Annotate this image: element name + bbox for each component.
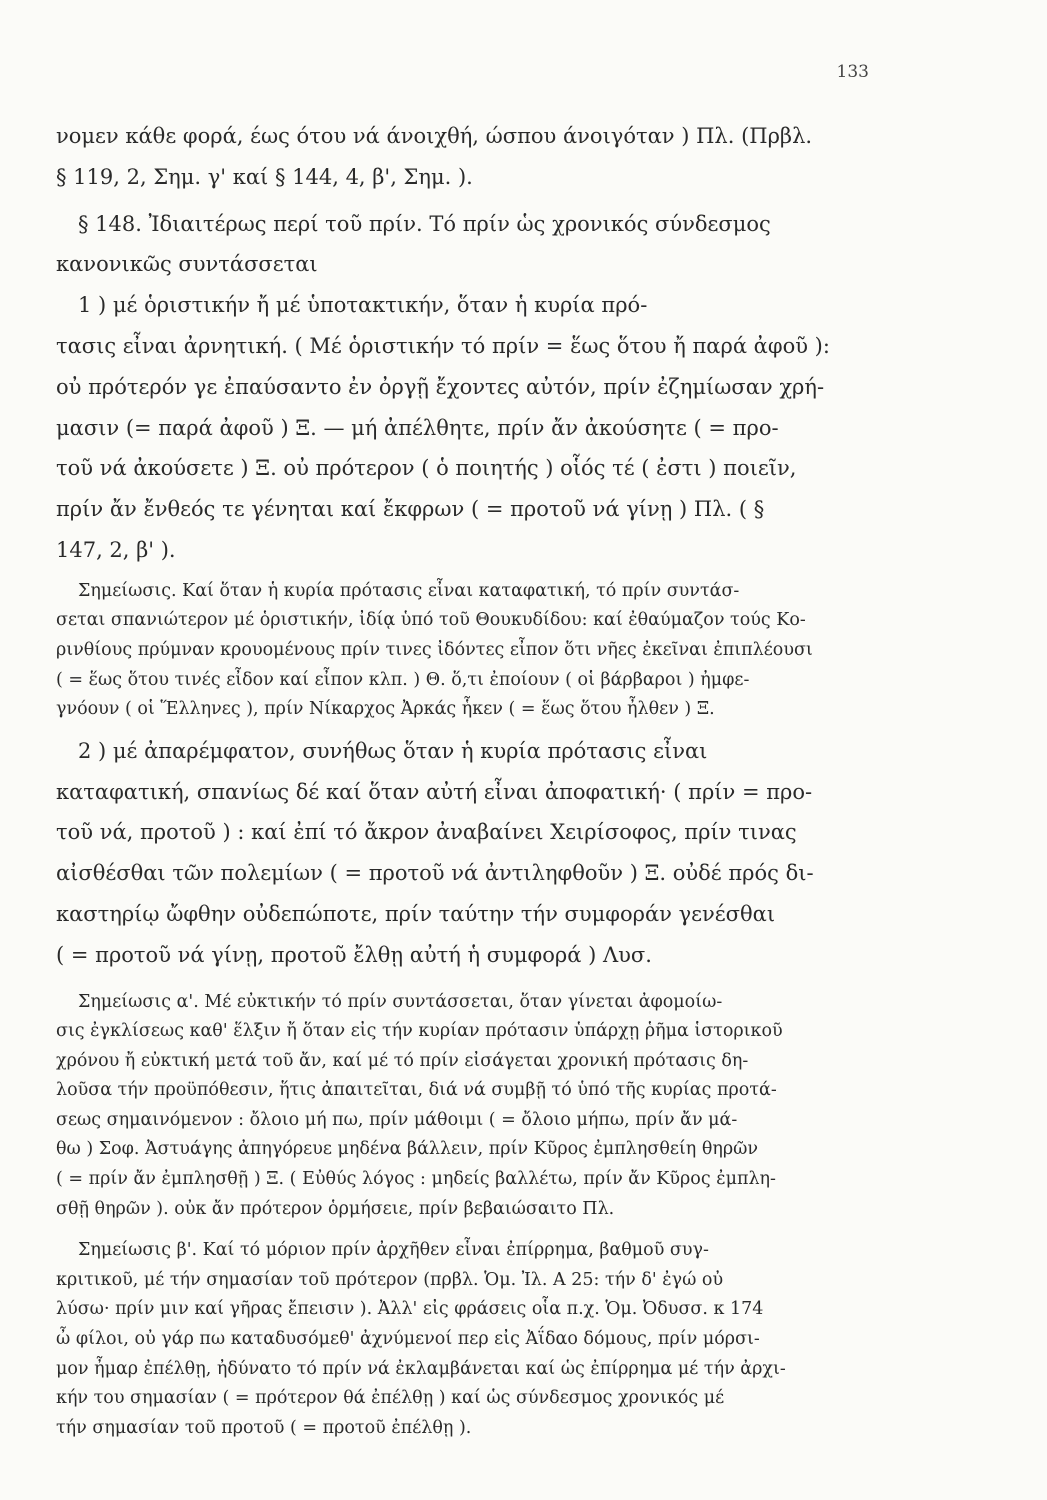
note-line: Σημείωσις α'. Μέ εὐκτικήν τό πρίν συντάσσεται, ὅταν γίνεται ἀφομοίω- — [78, 991, 723, 1012]
intro-block — [56, 116, 977, 198]
text-line: πρίν ἄν ἔνθεός τε γένηται καί ἔκφρων ( = προτοῦ νά γίνῃ ) Πλ. ( § — [56, 497, 765, 522]
note-line: τήν σημασίαν τοῦ προτοῦ ( = προτοῦ ἐπέλθῃ ). — [56, 1417, 472, 1438]
note-line: κριτικοῦ, μέ τήν σημασίαν τοῦ πρότερον (πρβλ. Ὁμ. Ἰλ. Α 25: τήν δ' ἐγώ οὐ — [56, 1269, 724, 1290]
section-148 — [56, 204, 977, 571]
text-line: τοῦ νά ἀκούσετε ) Ξ. οὐ πρότερον ( ὁ ποιητής ) οἷός τέ ( ἐστι ) ποιεῖν, — [56, 456, 797, 481]
note-line: σεως σημαινόμενον : ὄλοιο μή πω, πρίν μάθοιμι ( = ὄλοιο μήπω, πρίν ἄν μά- — [56, 1109, 738, 1130]
note-line: λοῦσα τήν προϋπόθεσιν, ἥτις ἀπαιτεῖται, διά νά συμβῇ τό ὑπό τῆς κυρίας προτά- — [56, 1080, 777, 1101]
note-line: θω ) Σοφ. Ἀστυάγης ἀπηγόρευε μηδένα βάλλειν, πρίν Κῦρος ἐμπλησθείη θηρῶν — [56, 1139, 759, 1160]
text-line: 147, 2, β' ). — [56, 537, 176, 562]
text-line: καστηρίῳ ὤφθην οὐδεπώποτε, πρίν ταύτην τήν συμφοράν γενέσθαι — [56, 901, 776, 926]
text-line: αἰσθέσθαι τῶν πολεμίων ( = προτοῦ νά ἀντιληφθοῦν ) Ξ. οὐδέ πρός δι- — [56, 861, 814, 886]
note-2 — [56, 988, 977, 1225]
text-line: 1 ) μέ ὁριστικήν ἤ μέ ὑποτακτικήν, ὅταν ἡ κυρία πρό- — [78, 293, 648, 318]
note-line: σεται σπανιώτερον μέ ὁριστικήν, ἰδίᾳ ὑπό τοῦ Θουκυδίδου: καί ἐθαύμαζον τούς Κο- — [56, 610, 806, 631]
text-line: τοῦ νά, προτοῦ ) : καί ἐπί τό ἄκρον ἀναβαίνει Χειρίσοφος, πρίν τινας — [56, 820, 797, 845]
text-line: 2 ) μέ ἀπαρέμφατον, συνήθως ὅταν ἡ κυρία πρότασις εἶναι — [78, 738, 708, 763]
note-1 — [56, 577, 977, 725]
note-line: σθῇ θηρῶν ). οὐκ ἄν πρότερον ὁρμήσειε, πρίν βεβαιώσαιτο Πλ. — [56, 1198, 615, 1219]
text-line: οὐ πρότερόν γε ἐπαύσαντο ἐν ὀργῇ ἔχοντες αὐτόν, πρίν ἐζημίωσαν χρή- — [56, 374, 825, 399]
note-line: λύσω· πρίν μιν καί γῆρας ἔπεισιν ). Ἀλλ' εἰς φράσεις οἷα π.χ. Ὁμ. Ὀδυσσ. κ 174 — [56, 1299, 764, 1320]
section-heading: § 148. Ἰδιαιτέρως περί τοῦ πρίν. Τό πρίν ὡς χρονικός σύνδεσμος — [78, 211, 771, 236]
text-line: καταφατική, σπανίως δέ καί ὅταν αὐτή εἶναι ἀποφατική· ( πρίν = προ- — [56, 779, 813, 804]
note-line: ὦ φίλοι, οὐ γάρ πω καταδυσόμεθ' ἀχνύμενοί περ εἰς Ἀΐδαο δόμους, πρίν μόρσι- — [56, 1329, 760, 1350]
text-line: ( = προτοῦ νά γίνῃ, προτοῦ ἔλθῃ αὐτή ἡ συμφορά ) Λυσ. — [56, 942, 652, 967]
note-line: γνόουν ( οἱ Ἕλληνες ), πρίν Νίκαρχος Ἀρκάς ἧκεν ( = ἕως ὅτου ἦλθεν ) Ξ. — [56, 699, 715, 720]
section-2 — [56, 731, 977, 976]
note-line: χρόνου ἤ εὐκτική μετά τοῦ ἄν, καί μέ τό πρίν εἰσάγεται χρονική πρότασις δη- — [56, 1050, 749, 1071]
page-number: 133 — [836, 62, 869, 82]
text-line: κανονικῶς συντάσσεται — [56, 252, 318, 277]
text-line: μασιν (= παρά ἀφοῦ ) Ξ. — μή ἀπέλθητε, πρίν ἄν ἀκούσητε ( = προ- — [56, 415, 779, 440]
note-line: Σημείωσις. Καί ὅταν ἡ κυρία πρότασις εἶναι καταφατική, τό πρίν συντάσ- — [78, 580, 740, 601]
note-line: μον ἦμαρ ἐπέλθῃ, ἠδύνατο τό πρίν νά ἐκλαμβάνεται καί ὡς ἐπίρρημα μέ τήν ἀρχι- — [56, 1358, 786, 1379]
note-line: κήν του σημασίαν ( = πρότερον θά ἐπέλθῃ ) καί ὡς σύνδεσμος χρονικός μέ — [56, 1388, 725, 1409]
text-line: τασις εἶναι ἀρνητική. ( Μέ ὁριστικήν τό πρίν = ἕως ὅτου ἤ παρά ἀφοῦ ): — [56, 333, 830, 358]
note-line: ( = πρίν ἄν ἐμπλησθῇ ) Ξ. ( Εὐθύς λόγος : μηδείς βαλλέτω, πρίν ἄν Κῦρος ἐμπλη- — [56, 1169, 776, 1190]
note-line: ( = ἕως ὅτου τινές εἶδον καί εἶπον κλπ. ) Θ. ὅ,τι ἐποίουν ( οἱ βάρβαροι ) ἠμφε- — [56, 669, 750, 690]
text-line: νομεν κάθε φορά, έως ότου νά άνοιχθή, ώσπου άνοιγόταν ) Πλ. (Πρβλ. — [56, 124, 813, 148]
note-line: Σημείωσις β'. Καί τό μόριον πρίν ἀρχῆθεν εἶναι ἐπίρρημα, βαθμοῦ συγ- — [78, 1240, 709, 1261]
note-line: ρινθίους πρύμναν κρουομένους πρίν τινες ἰδόντες εἶπον ὅτι νῆες ἐκεῖναι ἐπιπλέουσι — [56, 639, 813, 660]
note-line: σις ἐγκλίσεως καθ' ἕλξιν ἤ ὅταν εἰς τήν κυρίαν πρότασιν ὑπάρχῃ ῥῆμα ἱστορικοῦ — [56, 1021, 783, 1042]
text-line: § 119, 2, Σημ. γ' καί § 144, 4, β', Σημ. ). — [56, 164, 473, 189]
note-3 — [56, 1236, 977, 1443]
